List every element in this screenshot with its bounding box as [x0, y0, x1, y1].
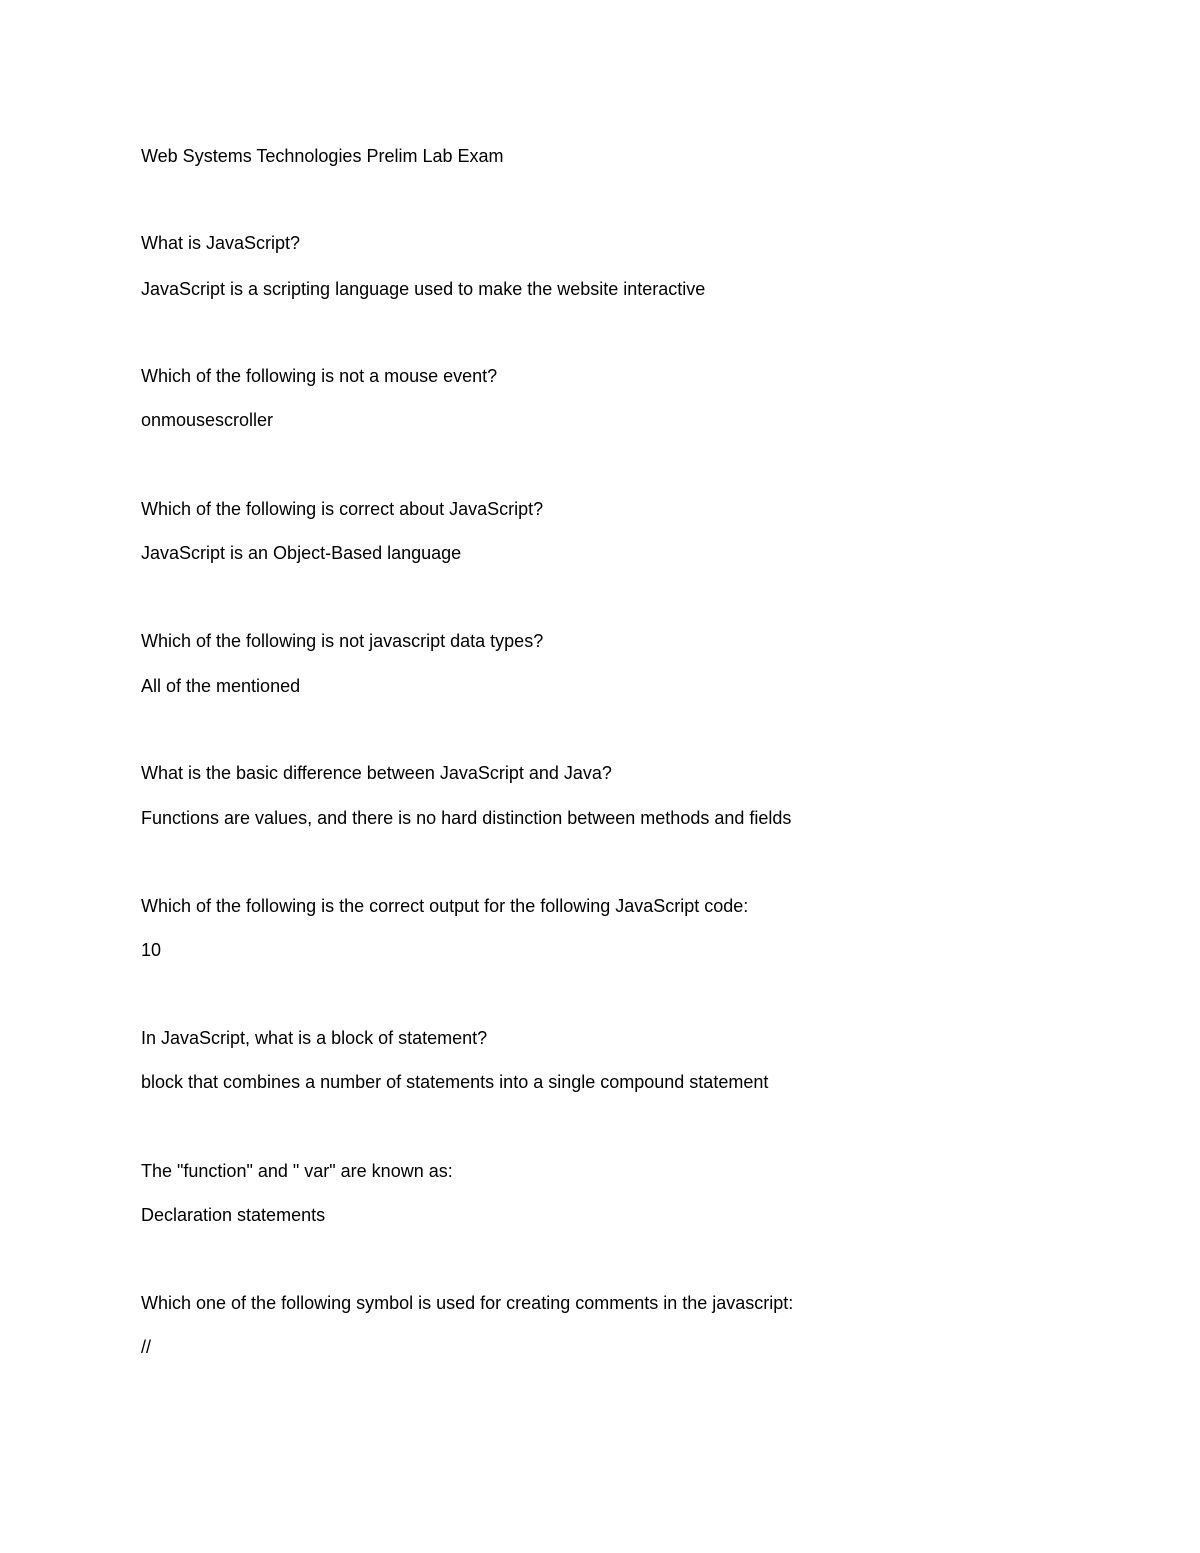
answer-7: block that combines a number of statements into a single compound statement [141, 1072, 769, 1092]
question-8: The "function" and " var" are known as: [141, 1161, 453, 1181]
question-1: What is JavaScript? [141, 233, 301, 253]
answer-8: Declaration statements [141, 1205, 326, 1225]
answer-4: All of the mentioned [141, 676, 301, 696]
document-title: Web Systems Technologies Prelim Lab Exam [141, 146, 504, 166]
question-3: Which of the following is correct about JavaScript? [141, 499, 544, 519]
question-7: In JavaScript, what is a block of statement? [141, 1028, 488, 1048]
answer-1: JavaScript is a scripting language used to make the website interactive [141, 279, 706, 299]
question-5: What is the basic difference between JavaScript and Java? [141, 763, 612, 783]
question-4: Which of the following is not javascript data types? [141, 631, 544, 651]
question-6: Which of the following is the correct output for the following JavaScript code: [141, 896, 749, 916]
question-2: Which of the following is not a mouse event? [141, 366, 498, 386]
question-9: Which one of the following symbol is used for creating comments in the javascript: [141, 1293, 794, 1313]
answer-3: JavaScript is an Object-Based language [141, 543, 462, 563]
answer-6: 10 [141, 940, 162, 960]
answer-9: // [141, 1337, 152, 1357]
answer-5: Functions are values, and there is no hard distinction between methods and fields [141, 808, 792, 828]
answer-2: onmousescroller [141, 410, 274, 430]
